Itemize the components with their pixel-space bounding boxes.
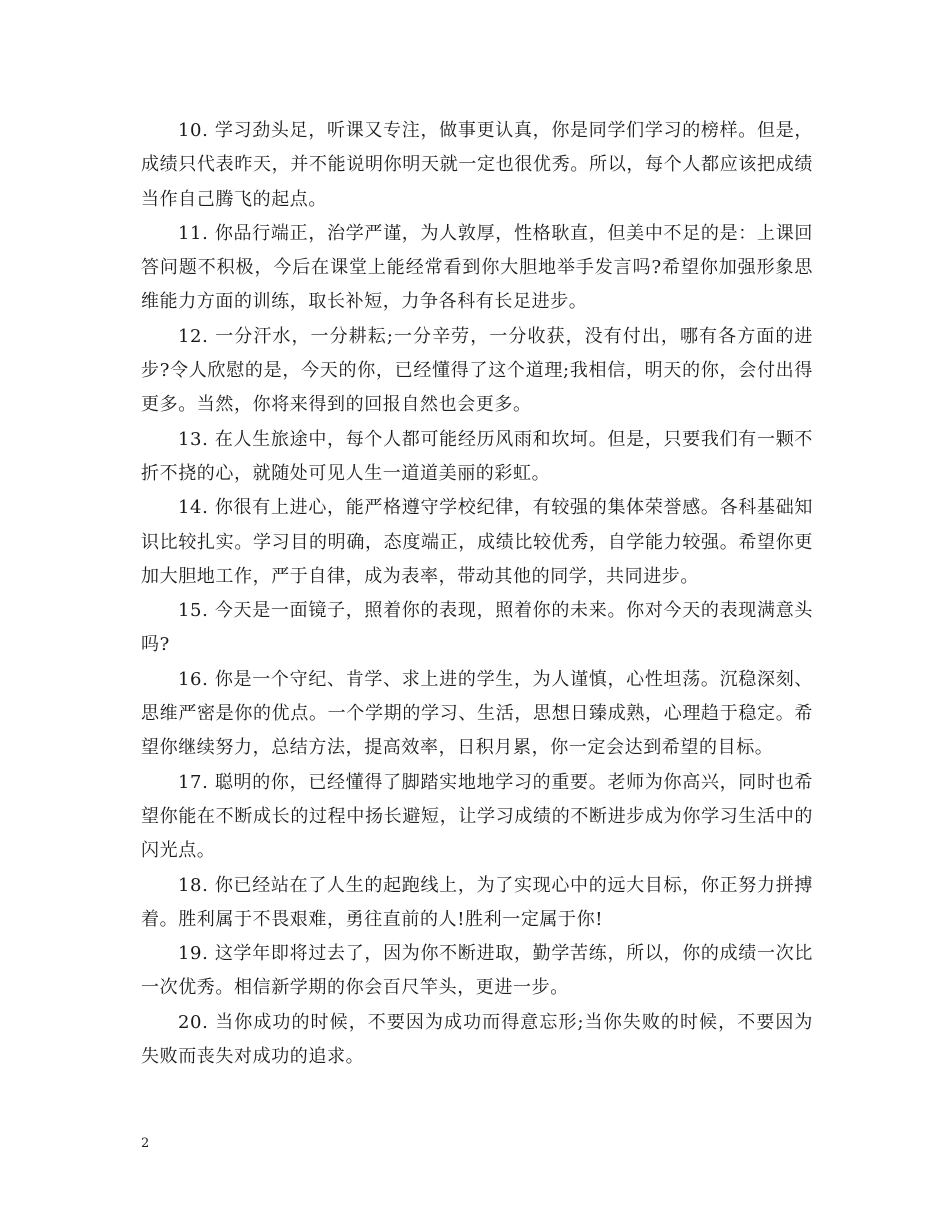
- document-body: [141, 114, 813, 1074]
- paragraph-10: 10. 学习劲头足，听课又专注，做事更认真，你是同学们学习的榜样。但是，成绩只代表昨天，并不能说明你明天就一定也很优秀。所以，每个人都应该把成绩当作自己腾飞的起点。: [141, 120, 813, 210]
- paragraph-18: 18. 你已经站在了人生的起跑线上，为了实现心中的远大目标，你正努力拼搏着。胜利属于不畏艰难，勇往直前的人!胜利一定属于你!: [141, 874, 813, 930]
- paragraph-14: 14. 你很有上进心，能严格遵守学校纪律，有较强的集体荣誉感。各科基础知识比较扎实。学习目的明确，态度端正，成绩比较优秀，自学能力较强。希望你更加大胆地工作，严于自律，成为表率，带动其他的同学，共同进步。: [141, 497, 813, 587]
- paragraph-15: 15. 今天是一面镜子，照着你的表现，照着你的未来。你对今天的表现满意头吗?: [141, 600, 813, 656]
- paragraph-12: 12. 一分汗水，一分耕耘;一分辛劳，一分收获，没有付出，哪有各方面的进步?令人欣慰的是，今天的你，已经懂得了这个道理;我相信，明天的你，会付出得更多。当然，你将来得到的回报自然也会更多。: [141, 325, 813, 416]
- paragraph-11: 11. 你品行端正，治学严谨，为人敦厚，性格耿直，但美中不足的是：上课回答问题不积极，今后在课堂上能经常看到你大胆地举手发言吗?希望你加强形象思维能力方面的训练，取长补短，力争各科有长足进步。: [141, 222, 813, 313]
- page-number: 2: [141, 1136, 150, 1151]
- paragraph-19: 19. 这学年即将过去了，因为你不断进取，勤学苦练，所以，你的成绩一次比一次优秀。相信新学期的你会百尺竿头，更进一步。: [141, 943, 813, 999]
- paragraph-17: 17. 聪明的你，已经懂得了脚踏实地地学习的重要。老师为你高兴，同时也希望你能在不断成长的过程中扬长避短，让学习成绩的不断进步成为你学习生活中的闪光点。: [141, 771, 813, 862]
- paragraph-20: 20. 当你成功的时候，不要因为成功而得意忘形;当你失败的时候，不要因为失败而丧失对成功的追求。: [141, 1011, 813, 1068]
- paragraph-13: 13. 在人生旅途中，每个人都可能经历风雨和坎坷。但是，只要我们有一颗不折不挠的心，就随处可见人生一道道美丽的彩虹。: [141, 428, 813, 484]
- paragraph-16: 16. 你是一个守纪、肯学、求上进的学生，为人谨慎，心性坦荡。沉稳深刻、思维严密是你的优点。一个学期的学习、生活，思想日臻成熟，心理趋于稳定。希望你继续努力，总结方法，提高效率，日积月累，你一定会达到希望的目标。: [141, 668, 813, 759]
